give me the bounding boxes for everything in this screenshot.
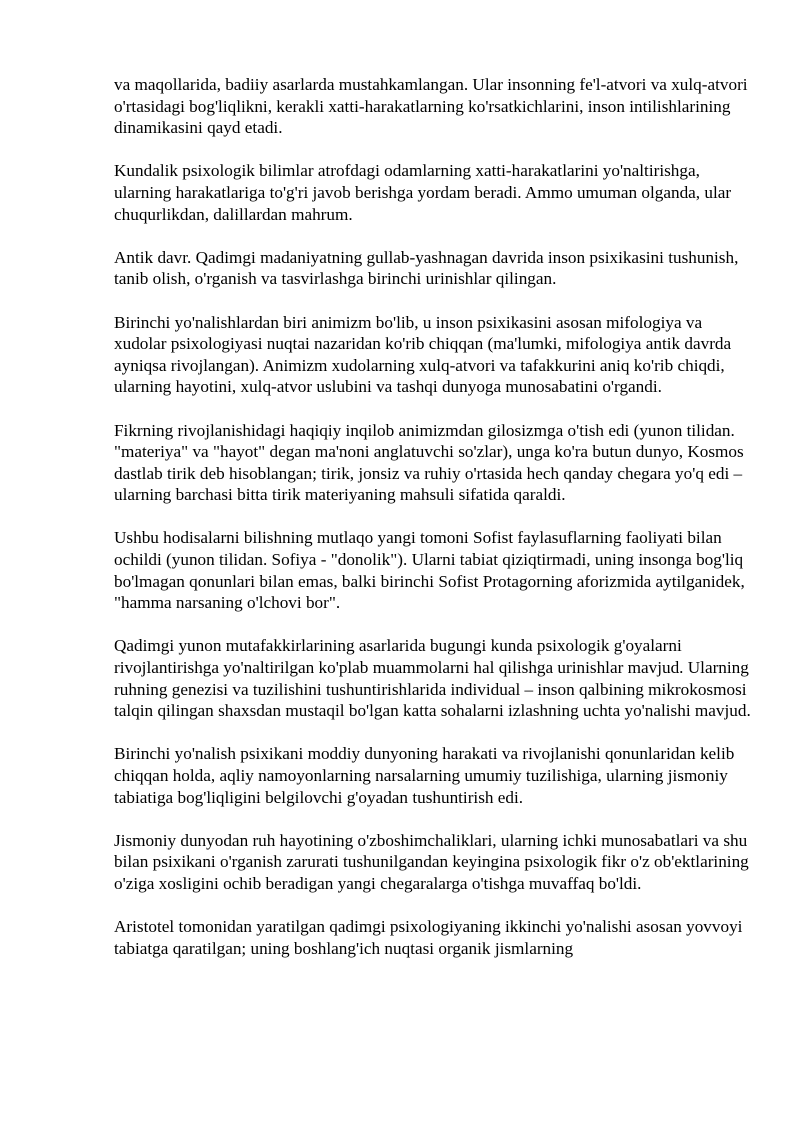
paragraph-6: Ushbu hodisalarni bilishning mutlaqo yangi tomoni Sofist faylasuflarning faoliyati bilan ochildi (yunon tilidan. Sofiya - "donolik"). Ularni tabiat qiziqtirmadi, uning insonga bog'liq bo'lmagan qonunlari bilan emas, balki birinchi Sofist Protagorning aforizmida aytilganidek, "hamma narsaning o'lchovi bor".	[114, 528, 745, 613]
paragraph-5: Fikrning rivojlanishidagi haqiqiy inqilob animizmdan gilosizmga o'tish edi (yunon tilidan. "materiya" va "hayot" degan ma'noni anglatuvchi so'zlar), unga ko'ra butun dunyo, Kosmos dastlab tirik deb hisoblangan; tirik, jonsiz va ruhiy o'rtasida hech qanday chegara yo'q edi – ularning barchasi bitta tirik materiyaning mahsuli sifatida qaraldi.	[114, 420, 744, 505]
paragraph-10: Aristotel tomonidan yaratilgan qadimgi psixologiyaning ikkinchi yo'nalishi asosan yovvoyi tabiatga qaratilgan; uning boshlang'ich nuqtasi organik jismlarning	[114, 917, 743, 958]
paragraph-1: va maqollarida, badiiy asarlarda mustahkamlangan. Ular insonning fe'l-atvori va xulq-atvori o'rtasidagi bog'liqlikni, kerakli xatti-harakatlarning ko'rsatkichlarini, inson intilishlarining dinamikasini qayd etadi.	[114, 75, 748, 138]
paragraph-8: Birinchi yo'nalish psixikani moddiy dunyoning harakati va rivojlanishi qonunlaridan kelib chiqqan holda, aqliy namoyonlarning narsalarning umumiy tuzilishiga, ularning jismoniy tabiatiga bog'liqligini belgilovchi g'oyadan tushuntirish edi.	[114, 744, 735, 807]
paragraph-4: Birinchi yo'nalishlardan biri animizm bo'lib, u inson psixikasini asosan mifologiya va xudolar psixologiyasi nuqtai nazaridan ko'rib chiqqan (ma'lumki, mifologiya antik davrda ayniqsa rivojlangan). Animizm xudolarning xulq-atvori va tafakkurini aniq ko'rib chiqdi, ularning hayotini, xulq-atvor uslubini va tashqi dunyoga munosabatini o'rgandi.	[114, 312, 732, 397]
paragraph-7: Qadimgi yunon mutafakkirlarining asarlarida bugungi kunda psixologik g'oyalarni rivojlantirishga yo'naltirilgan ko'plab muammolarni hal qilishga urinishlar mavjud. Ularning ruhning genezisi va tuzilishini tushuntirishlarida individual – inson qalbining mikrokosmosi talqin qilingan shaxsdan mustaqil bo'lgan katta sohalarni izlashning uchta yo'nalishi mavjud.	[114, 636, 751, 721]
document-page	[114, 74, 754, 959]
paragraph-3: Antik davr. Qadimgi madaniyatning gullab-yashnagan davrida inson psixikasini tushunish, tanib olish, o'rganish va tasvirlashga birinchi urinishlar qilingan.	[114, 247, 739, 289]
paragraph-9: Jismoniy dunyodan ruh hayotining o'zboshimchaliklari, ularning ichki munosabatlari va shu bilan psixikani o'rganish zarurati tushunilgandan keyingina psixologik fikr o'z ob'ektlarining o'ziga xosligini ochib beradigan yangi chegaralarga o'tishga muvaffaq bo'ldi.	[114, 830, 749, 893]
paragraph-2: Kundalik psixologik bilimlar atrofdagi odamlarning xatti-harakatlarini yo'naltirishga, ularning harakatlariga to'g'ri javob berishga yordam beradi. Ammo umuman olganda, ular chuqurlikdan, dalillardan mahrum.	[114, 161, 732, 224]
